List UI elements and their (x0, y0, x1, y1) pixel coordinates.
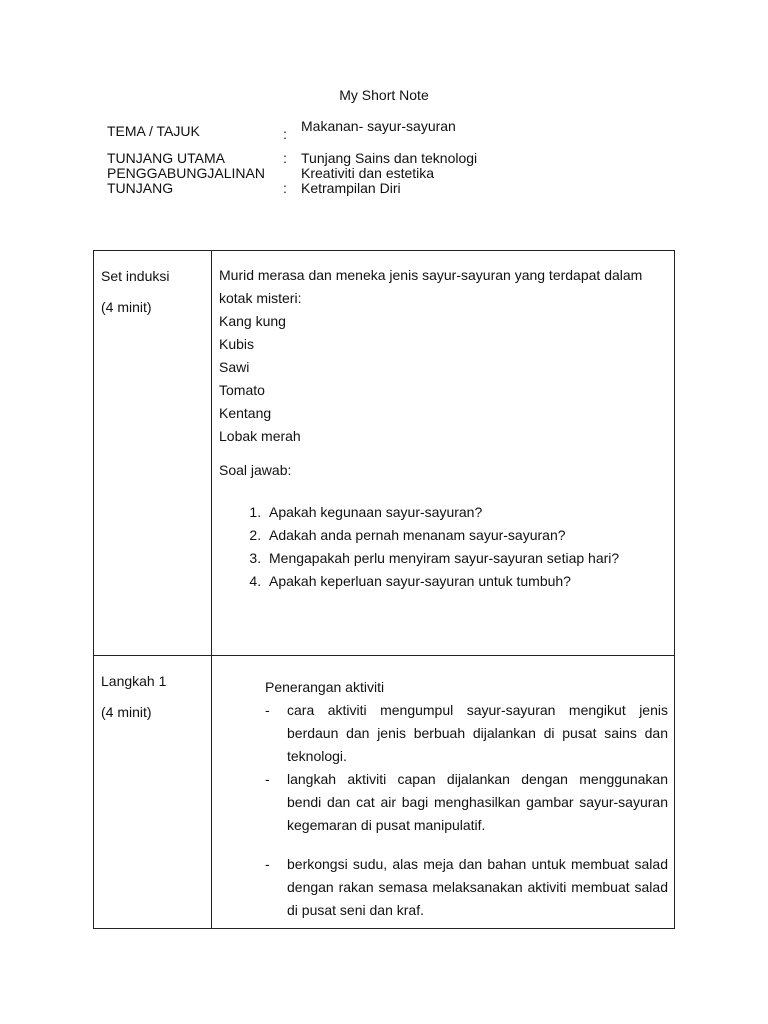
dash-bullet: - (265, 771, 270, 787)
meta-value: Tunjang Sains dan teknologi (301, 150, 478, 166)
vegetable-list (219, 310, 666, 448)
soal-jawab-label: Soal jawab: (219, 462, 292, 478)
step-label: Set induksi (101, 268, 170, 284)
dash-bullet: - (265, 702, 270, 718)
intro-text: Murid merasa dan meneka jenis sayur-sayuran yang terdapat dalam kotak misteri: (219, 267, 643, 306)
meta-key: TUNJANG UTAMA (107, 150, 225, 166)
step-content-cell (212, 251, 675, 656)
meta-colon: : (283, 150, 287, 166)
step-label-cell (94, 656, 212, 929)
list-item: Sawi (219, 359, 250, 375)
meta-colon: : (283, 126, 287, 142)
table-row (94, 251, 675, 656)
list-item (265, 699, 668, 768)
question-item: 2. Adakah anda pernah menanam sayur-sayuran? (265, 524, 666, 547)
question-item: 4. Apakah keperluan sayur-sayuran untuk tumbuh? (265, 570, 666, 593)
activity-text: langkah aktiviti capan dijalankan dengan menggunakan bendi dan cat air bagi menghasilkan gambar sayur-sayuran kegemaran di pusat manipulatif. (287, 771, 668, 833)
activity-text: cara aktiviti mengumpul sayur-sayuran mengikut jenis berdaun dan jenis berbuah dijalankan di pusat sains dan teknologi. (287, 702, 668, 764)
meta-colon: : (283, 180, 287, 196)
step-duration: (4 minit) (101, 704, 152, 720)
list-item: Kentang (219, 405, 272, 421)
table-row (94, 656, 675, 929)
meta-value: Ketrampilan Diri (301, 180, 401, 196)
list-item (265, 853, 668, 922)
activity-text: berkongsi sudu, alas meja dan bahan untuk membuat salad dengan rakan semasa melaksanakan aktiviti membuat salad di pusat seni dan kraf. (287, 856, 668, 918)
meta-value: Kreativiti dan estetika (301, 165, 435, 181)
meta-key: PENGGABUNGJALINAN (107, 165, 265, 181)
meta-value: Makanan- sayur-sayuran (301, 118, 456, 134)
page-title: My Short Note (339, 87, 429, 103)
question-item: 1. Apakah kegunaan sayur-sayuran? (265, 501, 666, 524)
step-content-cell (212, 656, 675, 929)
activity-heading: Penerangan aktiviti (265, 679, 385, 695)
step-label-cell (94, 251, 212, 656)
meta-key: TEMA / TAJUK (107, 123, 200, 139)
list-item (265, 768, 668, 837)
list-item: Kubis (219, 336, 255, 352)
activity-list (265, 699, 668, 922)
meta-key: TUNJANG (107, 180, 174, 196)
question-list (219, 501, 666, 593)
list-item: Lobak merah (219, 428, 301, 444)
step-duration: (4 minit) (101, 299, 152, 315)
question-item: 3. Mengapakah perlu menyiram sayur-sayuran setiap hari? (265, 547, 666, 570)
step-label: Langkah 1 (101, 673, 167, 689)
dash-bullet: - (265, 856, 270, 872)
list-item: Tomato (219, 382, 265, 398)
lesson-table (93, 250, 675, 929)
list-item: Kang kung (219, 313, 286, 329)
